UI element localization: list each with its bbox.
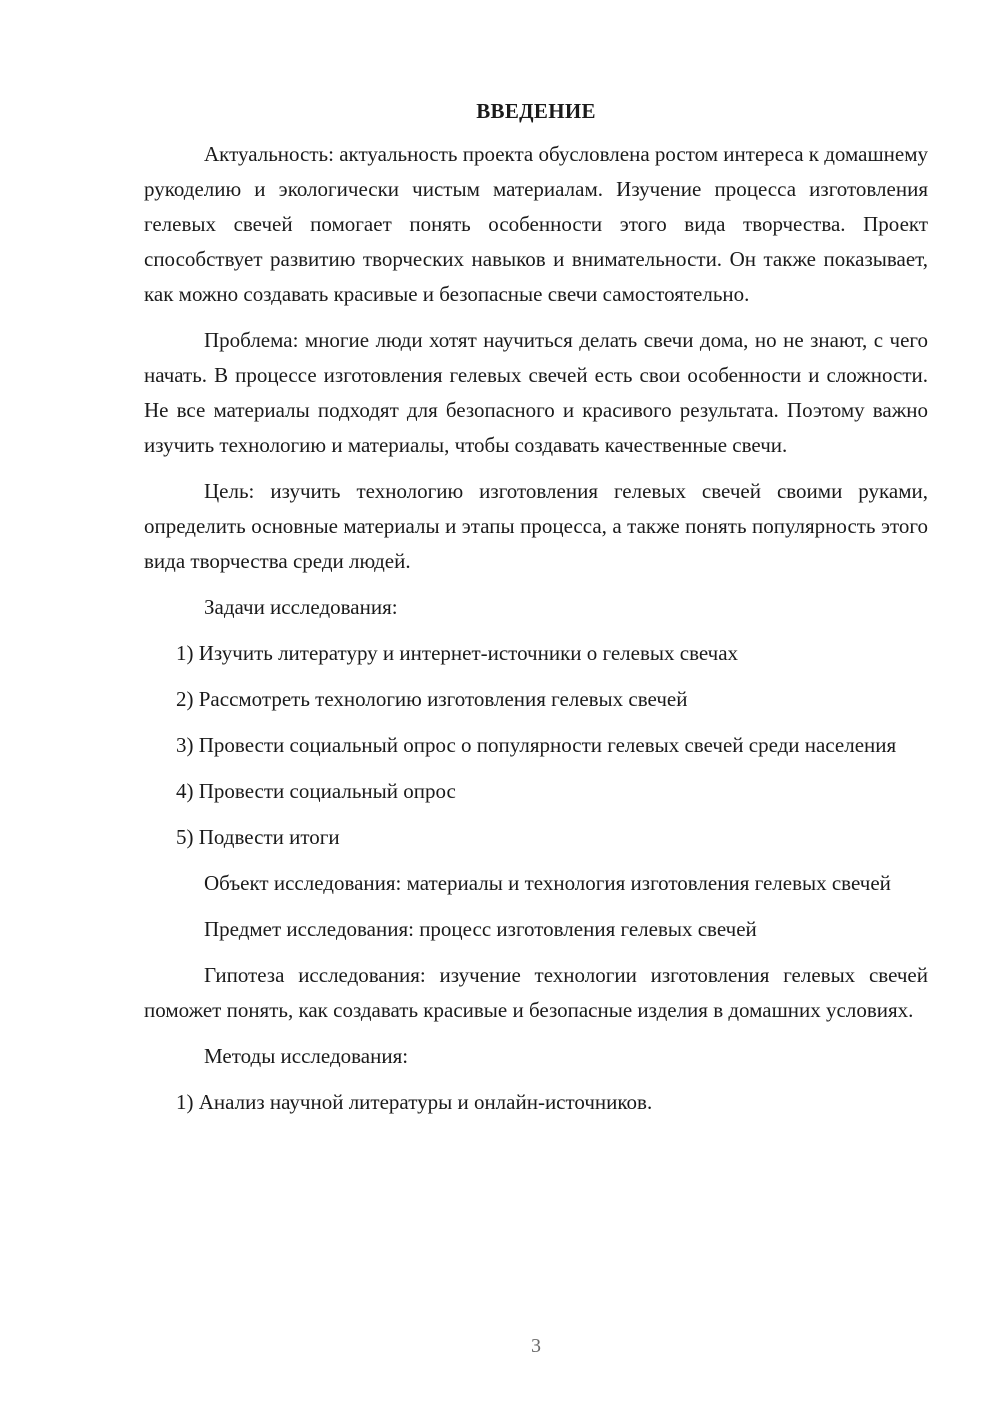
paragraph-goal: Цель: изучить технологию изготовления гелевых свечей своими руками, определить основные материалы и этапы процесса, а также понять популярность этого вида творчества среди людей. bbox=[144, 479, 928, 573]
task-item-1: 1) Изучить литературу и интернет-источники о гелевых свечах bbox=[176, 641, 739, 665]
page-number: 3 bbox=[531, 1335, 541, 1357]
tasks-heading: Задачи исследования: bbox=[204, 595, 398, 619]
paragraph-relevance: Актуальность: актуальность проекта обусловлена ростом интереса к домашнему рукоделию и экологически чистым материалам. Изучение процесса изготовления гелевых свечей помогает понять особенности этого вида творчества. Проект способствует развитию творческих навыков и внимательности. Он также показывает, как можно создавать красивые и безопасные свечи самостоятельно. bbox=[144, 142, 928, 306]
paragraph-object: Объект исследования: материалы и технология изготовления гелевых свечей bbox=[204, 871, 891, 895]
task-item-3: 3) Провести социальный опрос о популярности гелевых свечей среди населения bbox=[176, 733, 897, 757]
page-title: ВВЕДЕНИЕ bbox=[476, 99, 596, 123]
paragraph-problem: Проблема: многие люди хотят научиться делать свечи дома, но не знают, с чего начать. В процессе изготовления гелевых свечей есть свои особенности и сложности. Не все материалы подходят для безопасного и красивого результата. Поэтому важно изучить технологию и материалы, чтобы создавать качественные свечи. bbox=[144, 328, 928, 457]
page-content bbox=[144, 94, 928, 1131]
method-item-1: 1) Анализ научной литературы и онлайн-источников. bbox=[176, 1090, 653, 1114]
paragraph-hypothesis: Гипотеза исследования: изучение технологии изготовления гелевых свечей поможет понять, как создавать красивые и безопасные изделия в домашних условиях. bbox=[144, 963, 928, 1022]
task-item-5: 5) Подвести итоги bbox=[176, 825, 340, 849]
task-item-4: 4) Провести социальный опрос bbox=[176, 779, 456, 803]
methods-heading: Методы исследования: bbox=[204, 1044, 409, 1068]
task-item-2: 2) Рассмотреть технологию изготовления гелевых свечей bbox=[176, 687, 688, 711]
paragraph-subject: Предмет исследования: процесс изготовления гелевых свечей bbox=[204, 917, 757, 941]
